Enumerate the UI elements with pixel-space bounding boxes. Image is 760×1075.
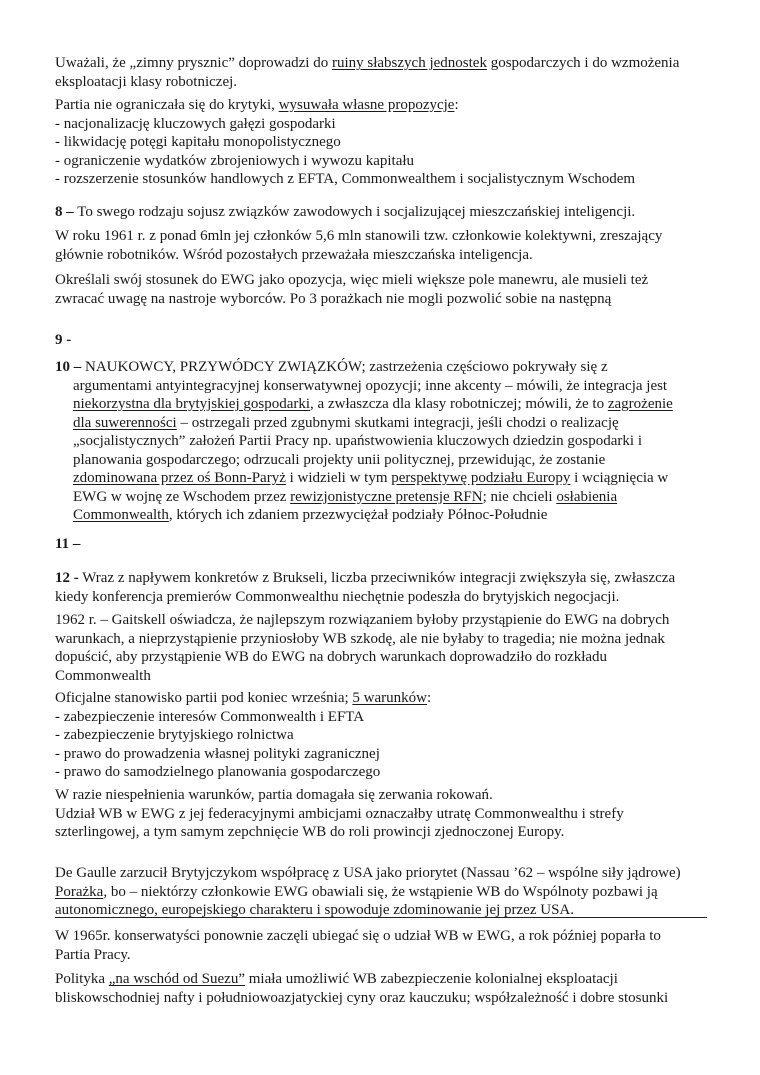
para-w-razie	[55, 786, 710, 842]
text-run: kiedy konferencja premierów Commonwealthu niechętnie podeszła do brytyjskich negocjacji.	[55, 588, 620, 605]
text-run: - ograniczenie wydatków zbrojeniowych i wywozu kapitału	[55, 152, 415, 169]
text-line	[55, 331, 710, 350]
text-line	[55, 414, 710, 433]
text-line	[55, 970, 710, 989]
text-run: W roku 1961 r. z ponad 6mln jej członków 5,6 mln stanowili tzw. członkowie kolektywni, zreszający	[55, 228, 663, 244]
text-line	[55, 115, 710, 134]
para-1961	[55, 227, 710, 264]
text-run: Uważali, że „zimny prysznic” doprowadzi do	[55, 55, 332, 71]
text-run: - nacjonalizację kluczowych gałęzi gospodarki	[55, 115, 336, 132]
text-line	[55, 227, 710, 246]
underlined-text: Commonwealth	[73, 507, 169, 523]
underlined-text: rewizjonistyczne pretensje RFN	[290, 488, 483, 505]
para-1962	[55, 611, 710, 685]
underlined-text: zagrożenie	[607, 396, 673, 412]
text-line	[55, 667, 710, 686]
text-line	[55, 488, 710, 507]
para-opozycja	[55, 271, 710, 308]
underlined-text: „na wschód od Suezu”	[108, 971, 245, 987]
para-8	[55, 203, 710, 222]
text-run: i widzieli w tym	[285, 470, 392, 486]
text-line	[55, 946, 710, 965]
underlined-text: dla suwerenności	[73, 414, 177, 431]
text-run: Oficjalne stanowisko partii pod koniec września;	[55, 690, 353, 706]
text-run: :	[454, 97, 459, 113]
text-line	[55, 588, 710, 607]
text-line	[55, 246, 710, 265]
text-run: W razie niespełnienia warunków, partia domagała się zerwania rokowań.	[55, 787, 493, 803]
text-run: , których ich zdaniem przezwyciężał podziały Północ-Południe	[168, 507, 548, 523]
text-line	[55, 883, 710, 902]
text-run: - zabezpieczenie brytyjskiego rolnictwa	[55, 727, 294, 743]
para-propozycje	[55, 96, 710, 189]
text-line	[55, 630, 710, 649]
underlined-text: 5 warunków	[352, 690, 427, 706]
underlined-text: wysuwała własne propozycje	[278, 97, 455, 113]
text-run: 1962 r. – Gaitskell oświadcza, że najlepszym rozwiązaniem byłoby przystąpienie do EWG na dobrych	[55, 612, 670, 628]
text-run: autonomicznego, europejskiego charakteru i spowoduje zdominowanie jej przez USA.	[55, 902, 575, 918]
text-line	[55, 96, 710, 115]
text-line	[55, 823, 710, 842]
text-run: - zabezpieczenie interesów Commonwealth i EFTA	[55, 708, 365, 725]
para-1965	[55, 927, 710, 964]
text-run: bliskowschodniej nafty i południowoazjatyckiej cyny oraz kauczuku; współzależność i dobre stosunki	[55, 989, 669, 1006]
text-line	[55, 535, 710, 554]
text-line	[55, 708, 710, 727]
para-de-gaulle	[55, 864, 710, 920]
underlined-text: ruiny słabszych jednostek	[331, 55, 487, 71]
text-run: - likwidację potęgi kapitału monopolistycznego	[55, 134, 341, 150]
text-run: EWG w wojnę ze Wschodem przez	[73, 488, 291, 505]
text-run: i wciągnięcia w	[570, 470, 669, 486]
underlined-text: perspektywę podziału Europy	[391, 470, 571, 486]
text-run: głównie robotników. Wśród pozostałych przeważała mieszczańska inteligencja.	[55, 246, 533, 263]
text-run: To swego rodzaju sojusz związków zawodowych i socjalizującej mieszczańskiej inteligencji.	[73, 204, 636, 220]
para-12	[55, 569, 710, 606]
text-line	[55, 927, 710, 946]
underlined-text: niekorzystna dla brytyjskiej gospodarki	[73, 396, 311, 412]
text-line	[55, 469, 710, 488]
section-number: 8 –	[55, 204, 74, 220]
text-line	[55, 689, 710, 708]
text-line	[55, 377, 710, 396]
text-line	[55, 611, 710, 630]
text-line	[55, 54, 710, 73]
para-5-warunkow	[55, 689, 710, 782]
section-number: 12 -	[55, 570, 79, 586]
text-run: NAUKOWCY, PRZYWÓDCY ZWIĄZKÓW; zastrzeżenia częściowo pokrywały się z	[81, 359, 608, 375]
text-line	[55, 358, 710, 377]
text-run: Określali swój stosunek do EWG jako opozycja, więc mieli większe pole manewru, ale musieli też	[55, 272, 649, 288]
text-line	[55, 506, 710, 525]
text-run: , bo – niektórzy członkowie EWG obawiali się, że wstąpienie WB do Wspólnoty pozbawi ją	[103, 883, 658, 900]
text-run: dopuścić, aby przystąpienie WB do EWG na dobrych warunkach doprowadziło do rozkładu	[55, 649, 608, 665]
section-number: 10 –	[55, 359, 82, 375]
text-line	[55, 745, 710, 764]
text-run: – ostrzegali przed zgubnymi skutkami integracji, jeśli chodzi o realizację	[176, 414, 619, 431]
text-run: - prawo do samodzielnego planowania gospodarczego	[55, 764, 381, 780]
text-line	[55, 569, 710, 588]
text-run: - prawo do prowadzenia własnej polityki zagranicznej	[55, 745, 380, 762]
text-run: szterlingowej, a tym samym zepchnięcie WB do roli prowincji zjednoczonej Europy.	[55, 824, 565, 840]
text-line	[55, 73, 710, 92]
text-run: gospodarczych i do wzmożenia	[486, 55, 680, 71]
text-line	[55, 203, 710, 222]
text-line	[55, 451, 710, 470]
text-run: zwracać uwagę na nastroje wyborców. Po 3 porażkach nie mogli pozwolić sobie na następną	[55, 290, 612, 307]
underlined-text: Porażka	[55, 883, 104, 900]
section-number: 9 -	[55, 332, 72, 348]
text-line	[55, 864, 710, 883]
para-zimny-prysznic	[55, 54, 710, 91]
underlined-text: zdominowana przez oś Bonn-Paryż	[73, 470, 286, 486]
horizontal-rule	[55, 917, 707, 918]
text-run: miała umożliwić WB zabezpieczenie kolonialnej eksploatacji	[244, 971, 618, 987]
text-run: Partia Pracy.	[55, 946, 131, 963]
text-line	[55, 133, 710, 152]
text-line	[55, 786, 710, 805]
text-run: ; nie chcieli	[482, 488, 557, 505]
text-run: De Gaulle zarzucił Brytyjczykom współpracę z USA jako priorytet (Nassau ’62 – wspólne siły jądrowe)	[55, 865, 681, 881]
text-run: Polityka	[55, 971, 109, 987]
text-line	[55, 170, 710, 189]
text-line	[55, 805, 710, 824]
para-10	[55, 358, 710, 525]
text-line	[55, 290, 710, 309]
section-number: 11 –	[55, 536, 81, 552]
para-suez	[55, 970, 710, 1007]
text-run: warunkach, a nieprzystąpienie przyniosłoby WB szkodę, ale nie byłaby to tragedia; nie można jednak	[55, 630, 665, 647]
para-11	[55, 535, 710, 554]
text-line	[55, 395, 710, 414]
text-line	[55, 152, 710, 171]
text-line	[55, 432, 710, 451]
text-run: eksploatacji klasy robotniczej.	[55, 73, 238, 90]
text-line	[55, 726, 710, 745]
text-run: - rozszerzenie stosunków handlowych z EFTA, Commonwealthem i socjalistycznym Wschodem	[55, 171, 636, 187]
text-run: Commonwealth	[55, 667, 151, 684]
text-line	[55, 763, 710, 782]
text-run: :	[427, 690, 432, 706]
text-line	[55, 648, 710, 667]
underlined-text: osłabienia	[556, 488, 618, 505]
text-line	[55, 989, 710, 1008]
text-run: Partia nie ograniczała się do krytyki,	[55, 97, 279, 113]
text-run: Udział WB w EWG z jej federacyjnymi ambicjami oznaczałby utratę Commonwealthu i strefy	[55, 805, 624, 822]
text-run: , a zwłaszcza dla klasy robotniczej; mówili, że to	[310, 396, 608, 412]
text-run: planowania gospodarczego; odrzucali projekty unii politycznej, przewidując, że zostanie	[73, 451, 606, 468]
text-run: W 1965r. konserwatyści ponownie zaczęli ubiegać się o udział WB w EWG, a rok później poparła to	[55, 928, 661, 944]
text-run: Wraz z napływem konkretów z Brukseli, liczba przeciwników integracji zwiększyła się, zwłaszcza	[78, 570, 676, 586]
para-9	[55, 331, 710, 350]
text-run: „socjalistycznych” założeń Partii Pracy np. upaństwowienia kluczowych dziedzin gospodarki i	[73, 433, 642, 449]
text-line	[55, 271, 710, 290]
text-run: argumentami antyintegracyjnej konserwatywnej opozycji; inne akcenty – mówili, że integracja jest	[73, 377, 668, 394]
